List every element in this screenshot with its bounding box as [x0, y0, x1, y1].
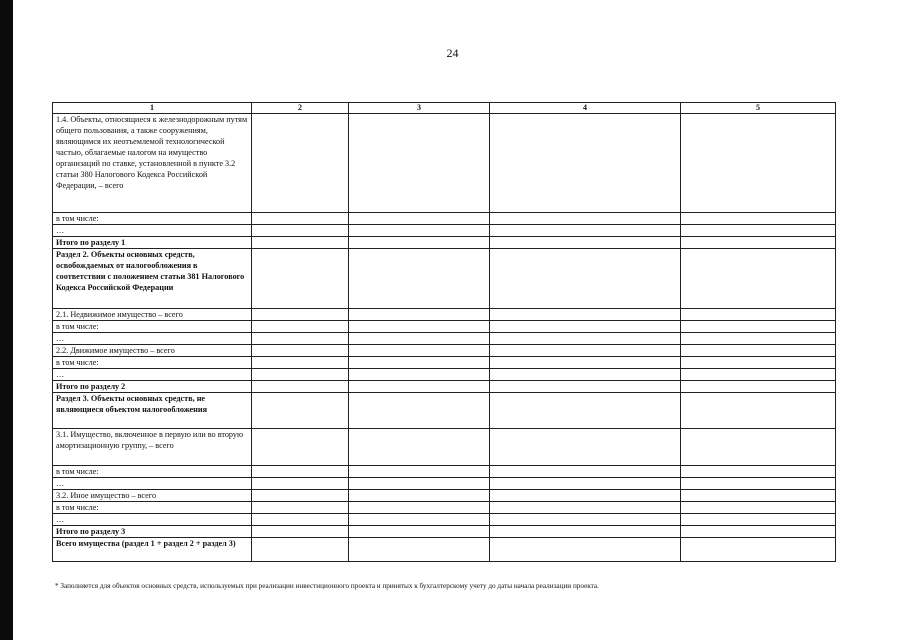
- column-header: 5: [681, 103, 836, 114]
- empty-cell: [252, 369, 349, 381]
- table-row: [53, 526, 836, 538]
- scan-edge-bar: [0, 0, 13, 640]
- empty-cell: [252, 237, 349, 249]
- row-label: …: [53, 333, 252, 345]
- empty-cell: [681, 466, 836, 478]
- empty-cell: [349, 369, 490, 381]
- row-label: Итого по разделу 2: [53, 381, 252, 393]
- empty-cell: [681, 381, 836, 393]
- empty-cell: [349, 393, 490, 429]
- empty-cell: [349, 321, 490, 333]
- table-row: [53, 429, 836, 466]
- empty-cell: [349, 333, 490, 345]
- row-label: 3.2. Иное имущество – всего: [53, 490, 252, 502]
- empty-cell: [681, 478, 836, 490]
- empty-cell: [490, 526, 681, 538]
- empty-cell: [681, 538, 836, 562]
- empty-cell: [252, 345, 349, 357]
- empty-cell: [349, 237, 490, 249]
- empty-cell: [490, 478, 681, 490]
- empty-cell: [490, 114, 681, 213]
- empty-cell: [681, 526, 836, 538]
- empty-cell: [252, 502, 349, 514]
- row-label: …: [53, 225, 252, 237]
- empty-cell: [252, 478, 349, 490]
- row-label: 1.4. Объекты, относящиеся к железнодорожным путям общего пользования, а также сооружениям, являющимся их неотъемлемой технологической частью, облагаемые налогом на имущество организаций по ставке, установленной в пункте 3.2 статьи 380 Налогового Кодекса Российской Федерации, – всего: [53, 114, 252, 213]
- asset-table: [52, 102, 836, 562]
- row-label: 2.1. Недвижимое имущество – всего: [53, 309, 252, 321]
- empty-cell: [681, 249, 836, 309]
- empty-cell: [490, 249, 681, 309]
- empty-cell: [252, 333, 349, 345]
- row-label: 2.2. Движимое имущество – всего: [53, 345, 252, 357]
- empty-cell: [681, 357, 836, 369]
- empty-cell: [490, 538, 681, 562]
- table-row: [53, 369, 836, 381]
- empty-cell: [490, 345, 681, 357]
- empty-cell: [681, 213, 836, 225]
- empty-cell: [681, 490, 836, 502]
- table-row: [53, 381, 836, 393]
- empty-cell: [252, 309, 349, 321]
- footnote: * Заполняется для объектов основных средств, используемых при реализации инвестиционного проекта и принятых к бухгалтерскому учету до даты начала реализации проекта.: [55, 582, 599, 590]
- empty-cell: [490, 466, 681, 478]
- empty-cell: [252, 526, 349, 538]
- table-row: [53, 309, 836, 321]
- table-row: [53, 225, 836, 237]
- empty-cell: [252, 490, 349, 502]
- empty-cell: [681, 369, 836, 381]
- empty-cell: [349, 478, 490, 490]
- empty-cell: [490, 502, 681, 514]
- empty-cell: [681, 502, 836, 514]
- empty-cell: [349, 466, 490, 478]
- empty-cell: [349, 429, 490, 466]
- empty-cell: [252, 466, 349, 478]
- empty-cell: [490, 357, 681, 369]
- row-label: Итого по разделу 3: [53, 526, 252, 538]
- empty-cell: [349, 225, 490, 237]
- row-label: Итого по разделу 1: [53, 237, 252, 249]
- table-row: [53, 490, 836, 502]
- empty-cell: [252, 114, 349, 213]
- table-row: [53, 357, 836, 369]
- empty-cell: [681, 333, 836, 345]
- table-body: [53, 114, 836, 562]
- empty-cell: [681, 429, 836, 466]
- empty-cell: [349, 538, 490, 562]
- empty-cell: [252, 538, 349, 562]
- empty-cell: [252, 429, 349, 466]
- empty-cell: [252, 213, 349, 225]
- empty-cell: [252, 381, 349, 393]
- row-label: в том числе:: [53, 321, 252, 333]
- empty-cell: [349, 381, 490, 393]
- empty-cell: [252, 225, 349, 237]
- empty-cell: [252, 321, 349, 333]
- row-label: Всего имущества (раздел 1 + раздел 2 + раздел 3): [53, 538, 252, 562]
- empty-cell: [349, 514, 490, 526]
- empty-cell: [349, 490, 490, 502]
- table-row: [53, 393, 836, 429]
- empty-cell: [490, 321, 681, 333]
- table-row: [53, 213, 836, 225]
- empty-cell: [490, 237, 681, 249]
- empty-cell: [681, 309, 836, 321]
- empty-cell: [490, 393, 681, 429]
- column-header: 2: [252, 103, 349, 114]
- empty-cell: [681, 345, 836, 357]
- empty-cell: [349, 114, 490, 213]
- table-row: [53, 249, 836, 309]
- row-label: …: [53, 514, 252, 526]
- column-header: 3: [349, 103, 490, 114]
- empty-cell: [490, 333, 681, 345]
- table-row: [53, 237, 836, 249]
- empty-cell: [349, 345, 490, 357]
- table-row: [53, 333, 836, 345]
- empty-cell: [681, 393, 836, 429]
- row-label: …: [53, 369, 252, 381]
- empty-cell: [349, 213, 490, 225]
- empty-cell: [349, 249, 490, 309]
- empty-cell: [681, 514, 836, 526]
- table-row: [53, 114, 836, 213]
- empty-cell: [681, 114, 836, 213]
- table-row: [53, 514, 836, 526]
- empty-cell: [252, 393, 349, 429]
- table-row: [53, 466, 836, 478]
- table-row: [53, 502, 836, 514]
- empty-cell: [490, 490, 681, 502]
- empty-cell: [490, 514, 681, 526]
- page-number: 24: [446, 46, 459, 60]
- empty-cell: [252, 357, 349, 369]
- table-row: [53, 321, 836, 333]
- column-header: 1: [53, 103, 252, 114]
- row-label: в том числе:: [53, 502, 252, 514]
- empty-cell: [681, 237, 836, 249]
- empty-cell: [252, 249, 349, 309]
- empty-cell: [349, 526, 490, 538]
- empty-cell: [681, 321, 836, 333]
- row-label: в том числе:: [53, 213, 252, 225]
- row-label: Раздел 3. Объекты основных средств, не являющиеся объектом налогообложения: [53, 393, 252, 429]
- empty-cell: [252, 514, 349, 526]
- header-row: [53, 103, 836, 114]
- empty-cell: [681, 225, 836, 237]
- row-label: 3.1. Имущество, включенное в первую или во вторую амортизационную группу, – всего: [53, 429, 252, 466]
- empty-cell: [349, 309, 490, 321]
- empty-cell: [490, 369, 681, 381]
- row-label: Раздел 2. Объекты основных средств, освобождаемых от налогообложения в соответствии с положением статьи 381 Налогового Кодекса Российской Федерации: [53, 249, 252, 309]
- empty-cell: [490, 309, 681, 321]
- column-header: 4: [490, 103, 681, 114]
- row-label: в том числе:: [53, 357, 252, 369]
- table-row: [53, 345, 836, 357]
- empty-cell: [490, 225, 681, 237]
- empty-cell: [349, 502, 490, 514]
- empty-cell: [349, 357, 490, 369]
- empty-cell: [490, 429, 681, 466]
- row-label: …: [53, 478, 252, 490]
- table-row: [53, 478, 836, 490]
- empty-cell: [490, 381, 681, 393]
- table-row: [53, 538, 836, 562]
- empty-cell: [490, 213, 681, 225]
- row-label: в том числе:: [53, 466, 252, 478]
